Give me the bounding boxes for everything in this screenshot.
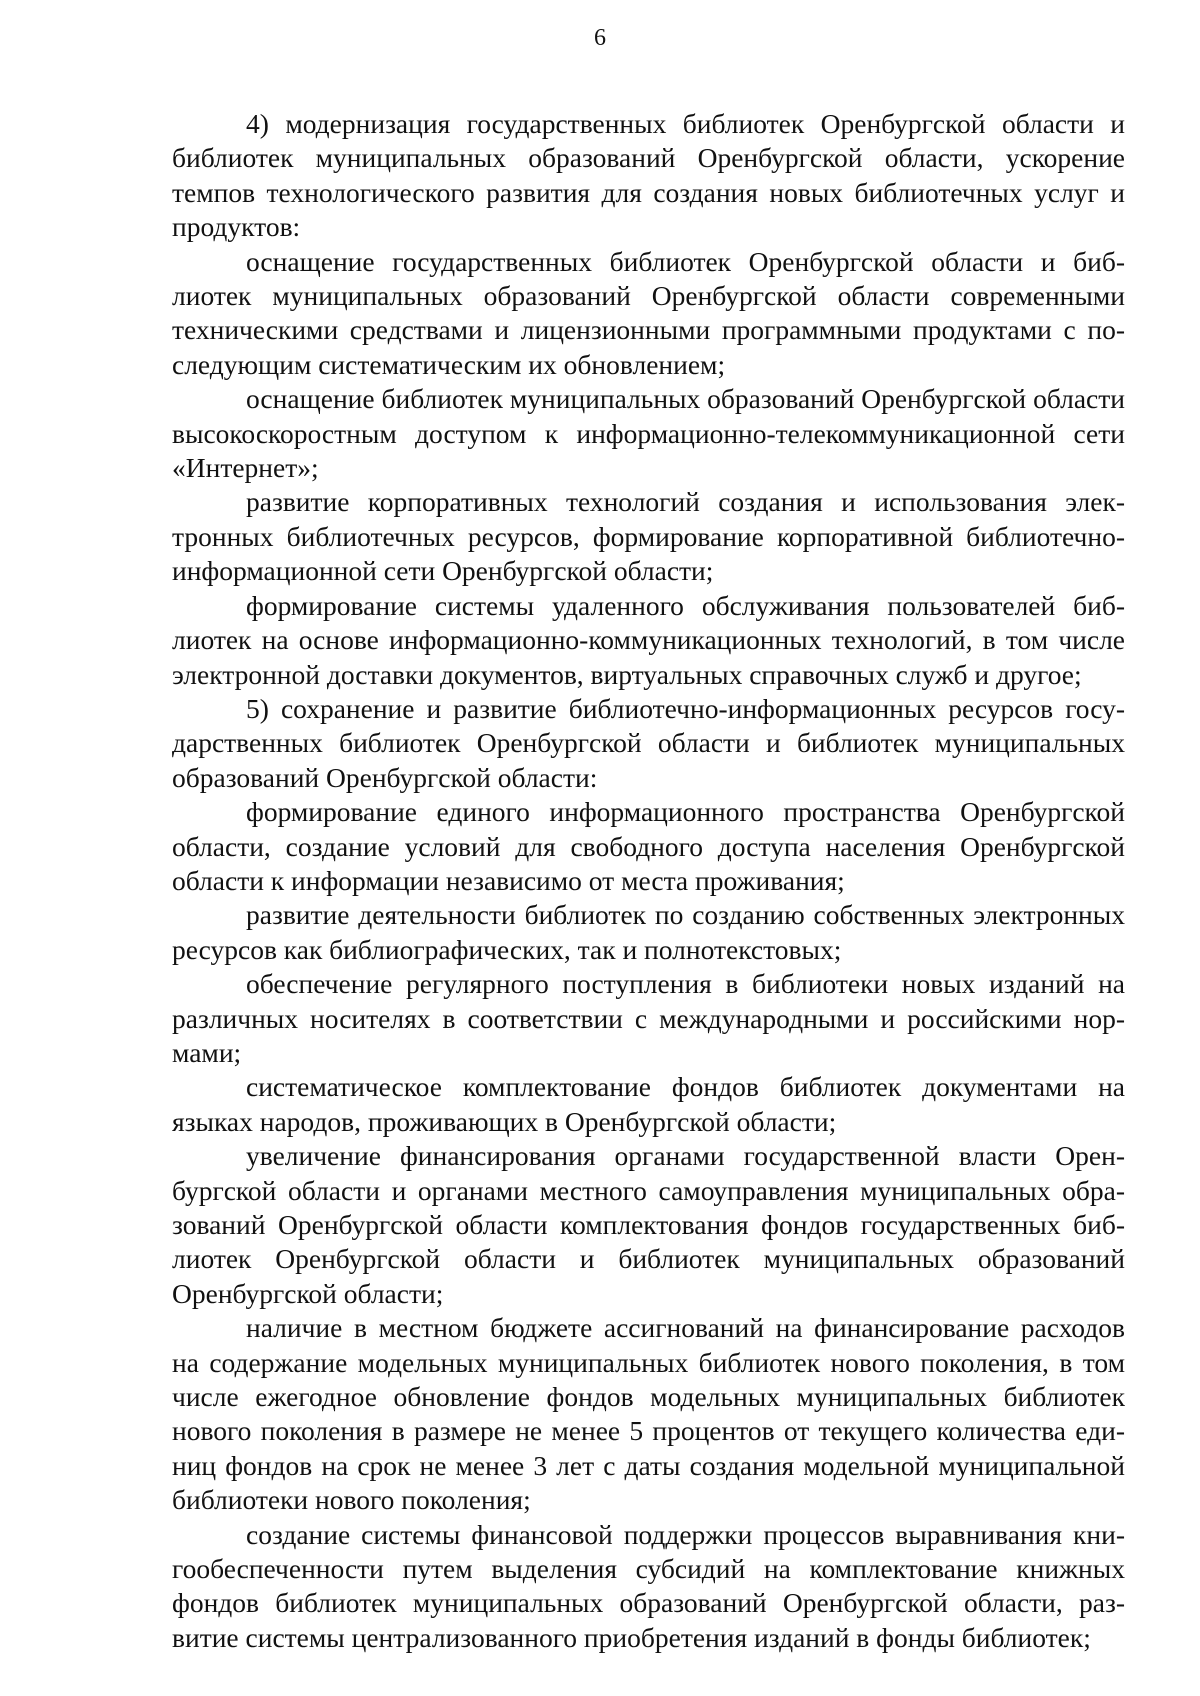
paragraph-languages-acquisition: систематическое комплектование фондов библиотек документами на языках народов, проживающих в Оренбургской области; bbox=[172, 1071, 1125, 1137]
paragraph-funding-increase: увеличение финансирования органами государственной власти Оренбургской области и органами местного самоуправления муниципальных образований Оренбургской области комплектования фондов государственных библиотек Оренбургской области и библиотек муниципальных образований Оренбургской области; bbox=[172, 1140, 1125, 1309]
paragraph-financial-support: создание системы финансовой поддержки процессов выравнивания книгообеспеченности путем выделения субсидий на комплектование книжных фондов библиотек муниципальных образований Оренбургской области, развитие системы централизованного приобретения изданий в фонды библиотек; bbox=[172, 1518, 1125, 1653]
paragraph-internet-access: оснащение библиотек муниципальных образований Оренбургской области высокоскоростным доступом к информационно-телекоммуникационной сети «Интернет»; bbox=[172, 383, 1125, 484]
paragraph-equipment-technical: оснащение государственных библиотек Оренбургской области и библиотек муниципальных образований Оренбургской области современными техническими средствами и лицензионными программными продуктами с последующим систематическим их обновлением; bbox=[172, 245, 1125, 380]
paragraph-new-editions: обеспечение регулярного поступления в библиотеки новых изданий на различных носителях в соответствии с международными и российскими нормами; bbox=[172, 968, 1125, 1068]
paragraph-item-5-resources: 5) сохранение и развитие библиотечно-информационных ресурсов государственных библиотек Оренбургской области и библиотек муниципальных образований Оренбургской области: bbox=[172, 692, 1125, 793]
paragraph-item-4-modernization: 4) модернизация государственных библиотек Оренбургской области и библиотек муниципальных образований Оренбургской области, ускорение темпов технологического развития для создания новых библиотечных услуг и продуктов: bbox=[172, 108, 1125, 243]
page-number: 6 bbox=[594, 25, 606, 51]
paragraph-electronic-resources: развитие деятельности библиотек по созданию собственных электронных ресурсов как библиографических, так и полнотекстовых; bbox=[172, 899, 1125, 965]
paragraph-information-space: формирование единого информационного пространства Оренбургской области, создание условий для свободного доступа населения Оренбургской области к информации независимо от места проживания; bbox=[172, 796, 1125, 896]
document-body bbox=[172, 107, 1125, 1655]
paragraph-remote-service: формирование системы удаленного обслуживания пользователей библиотек на основе информационно-коммуникационных технологий, в том числе электронной доставки документов, виртуальных справочных служб и другое; bbox=[172, 589, 1125, 690]
paragraph-model-libraries: наличие в местном бюджете ассигнований на финансирование расходов на содержание модельных муниципальных библиотек нового поколения, в том числе ежегодное обновление фондов модельных муниципальных библиотек нового поколения в размере не менее 5 процентов от текущего количества единиц фондов на срок не менее 3 лет с даты создания модельной муниципальной библиотеки нового поколения; bbox=[172, 1312, 1125, 1516]
paragraph-corporate-technologies: развитие корпоративных технологий создания и использования электронных библиотечных ресурсов, формирование корпоративной библиотечно-информационной сети Оренбургской области; bbox=[172, 486, 1125, 587]
